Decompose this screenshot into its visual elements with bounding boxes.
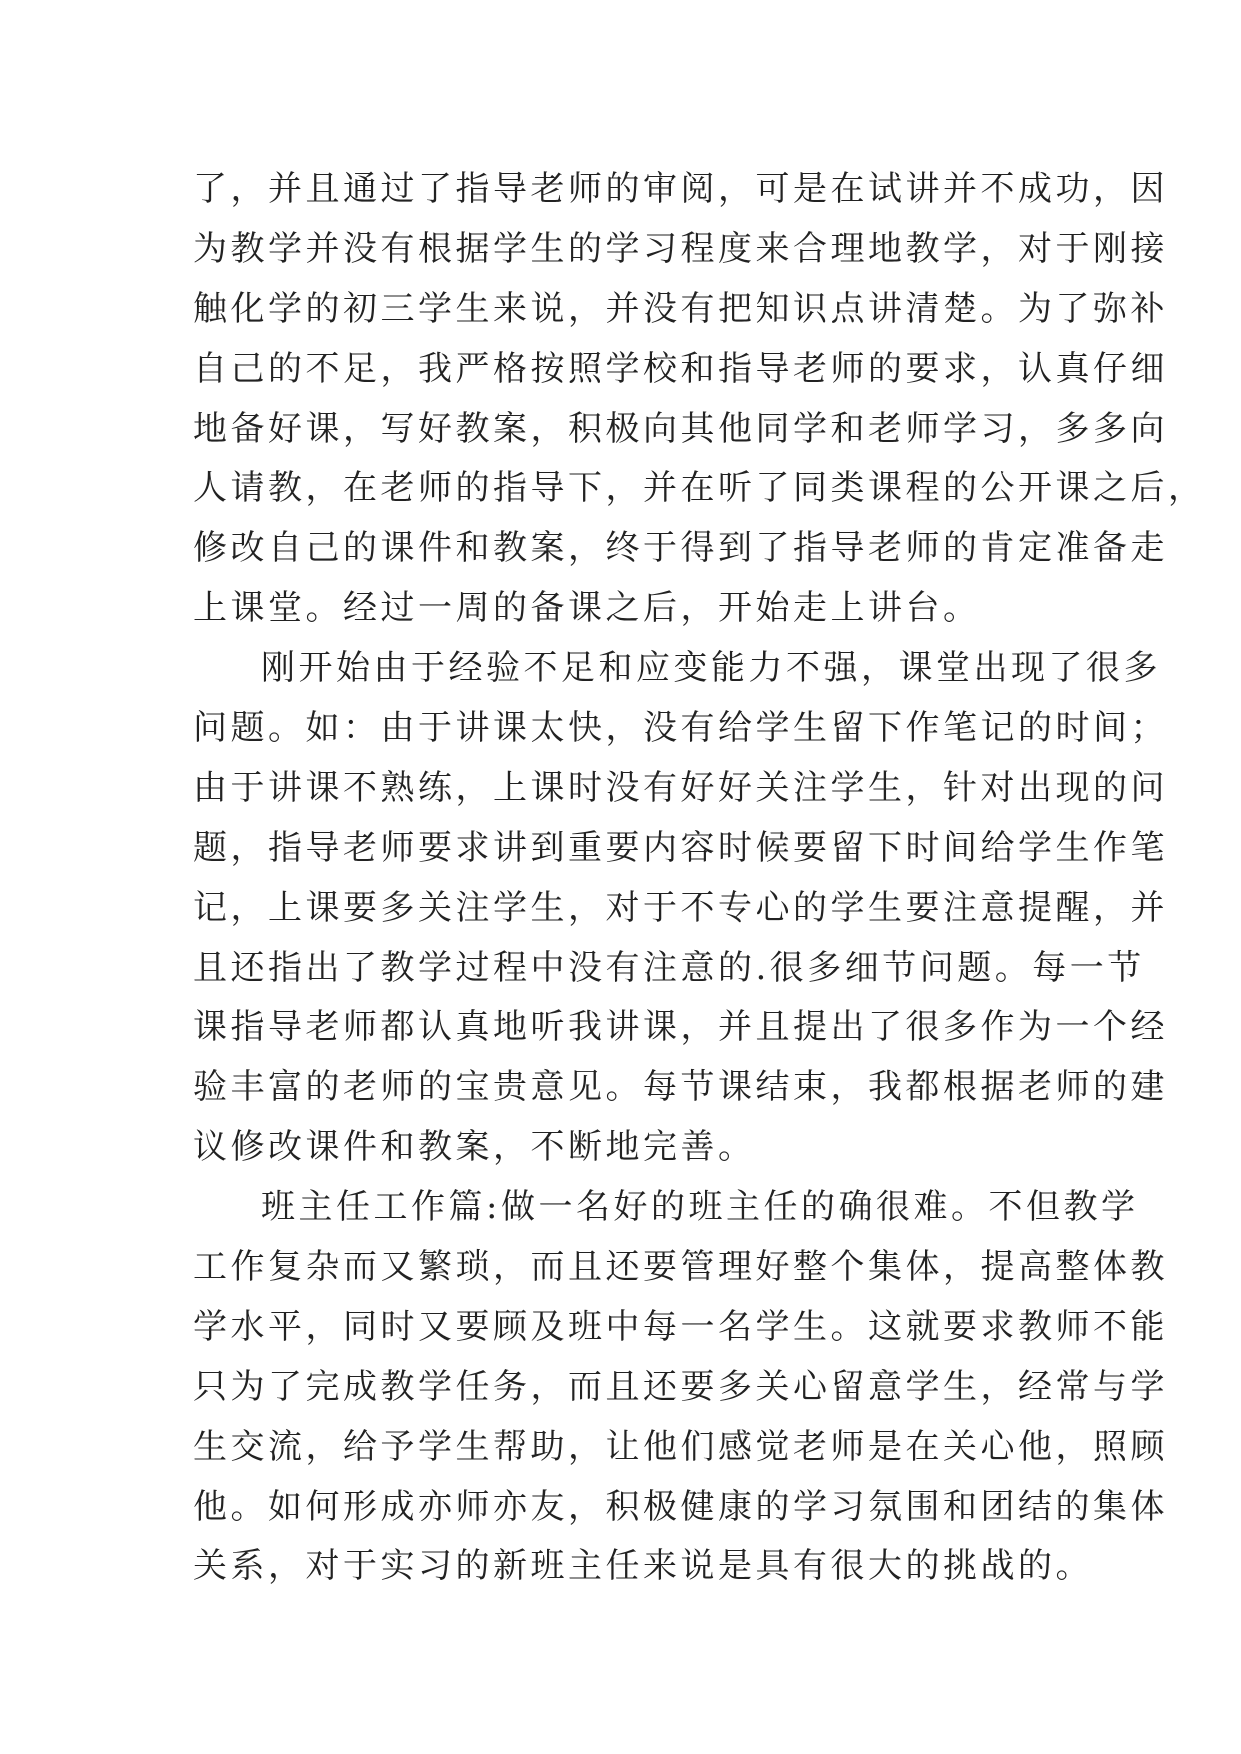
text-line: 议修改课件和教案，不断地完善。 bbox=[193, 1127, 756, 1168]
text-line: 由于讲课不熟练，上课时没有好好关注学生，针对出现的问 bbox=[193, 767, 1168, 808]
text-line: 生交流，给予学生帮助，让他们感觉老师是在关心他，照顾 bbox=[193, 1426, 1168, 1467]
text-line: 地备好课，写好教案，积极向其他同学和老师学习，多多向 bbox=[193, 408, 1168, 449]
text-line: 课指导老师都认真地听我讲课，并且提出了很多作为一个经 bbox=[193, 1007, 1168, 1048]
text-line: 问题。如：由于讲课太快，没有给学生留下作笔记的时间； bbox=[193, 708, 1168, 749]
text-line: 题，指导老师要求讲到重要内容时候要留下时间给学生作笔 bbox=[193, 827, 1168, 868]
text-line: 修改自己的课件和教案，终于得到了指导老师的肯定准备走 bbox=[193, 528, 1168, 569]
text-line: 他。如何形成亦师亦友，积极健康的学习氛围和团结的集体 bbox=[193, 1486, 1168, 1527]
text-line: 验丰富的老师的宝贵意见。每节课结束，我都根据老师的建 bbox=[193, 1067, 1168, 1108]
text-line: 为教学并没有根据学生的学习程度来合理地教学，对于刚接 bbox=[193, 228, 1168, 269]
text-line: 自己的不足，我严格按照学校和指导老师的要求，认真仔细 bbox=[193, 348, 1168, 389]
text-line: 记，上课要多关注学生，对于不专心的学生要注意提醒，并 bbox=[193, 887, 1168, 928]
text-line: 班主任工作篇:做一名好的班主任的确很难。不但教学 bbox=[261, 1187, 1139, 1228]
text-line: 上课堂。经过一周的备课之后，开始走上讲台。 bbox=[193, 588, 981, 629]
text-line: 关系，对于实习的新班主任来说是具有很大的挑战的。 bbox=[193, 1546, 1093, 1587]
text-line: 刚开始由于经验不足和应变能力不强，课堂出现了很多 bbox=[261, 648, 1161, 689]
text-line: 只为了完成教学任务，而且还要多关心留意学生，经常与学 bbox=[193, 1366, 1168, 1407]
text-line: 触化学的初三学生来说，并没有把知识点讲清楚。为了弥补 bbox=[193, 288, 1168, 329]
text-line: 且还指出了教学过程中没有注意的.很多细节问题。每一节 bbox=[193, 947, 1145, 988]
text-line: 学水平，同时又要顾及班中每一名学生。这就要求教师不能 bbox=[193, 1306, 1168, 1347]
text-line: 了，并且通过了指导老师的审阅，可是在试讲并不成功，因 bbox=[193, 169, 1168, 209]
paragraph-1 bbox=[193, 160, 1206, 639]
text-line: 工作复杂而又繁琐，而且还要管理好整个集体，提高整体教 bbox=[193, 1247, 1168, 1288]
body-text bbox=[193, 160, 1206, 1597]
paragraph-3 bbox=[193, 1178, 1168, 1597]
paragraph-2 bbox=[193, 639, 1168, 1178]
text-line: 人请教，在老师的指导下，并在听了同类课程的公开课之后， bbox=[193, 468, 1206, 509]
